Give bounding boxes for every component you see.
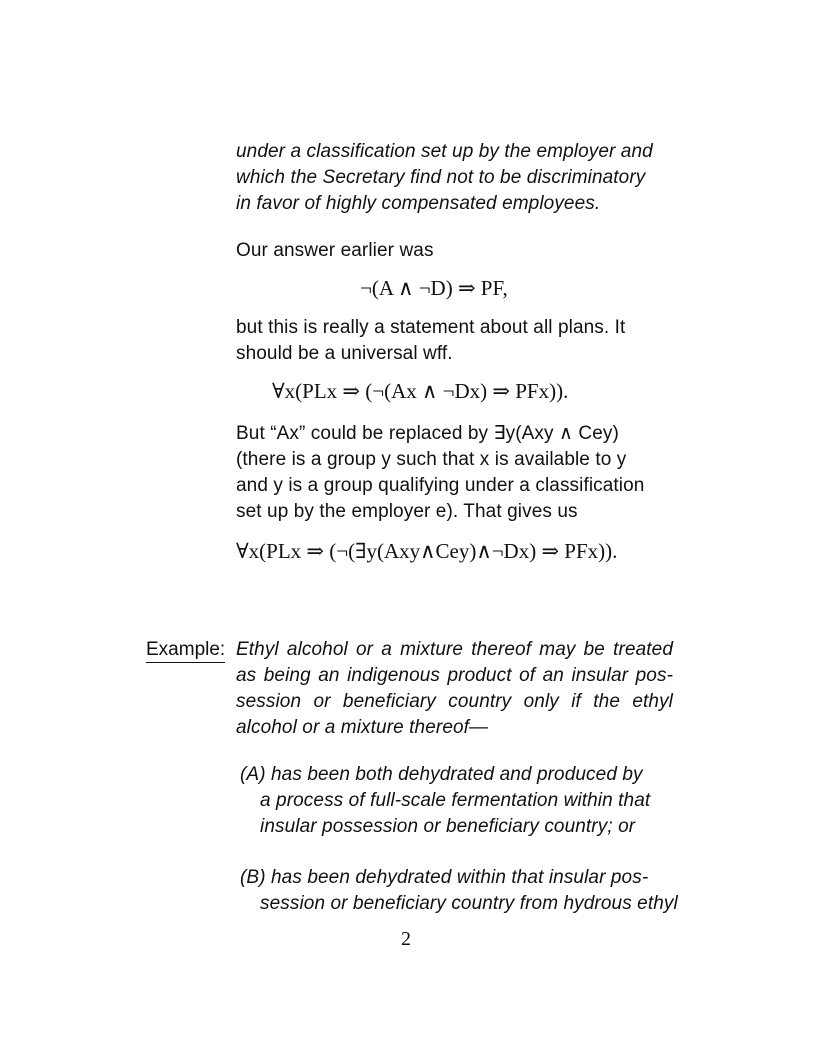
item-a-line: a process of full-scale fermentation within that [260, 790, 651, 811]
quote-line: under a classification set up by the employer and [236, 141, 653, 162]
item-b-line: session or beneficiary country from hydrous ethyl [260, 893, 678, 914]
paragraph-line: but this is really a statement about all plans. It [236, 317, 626, 338]
formula-3: ∀x(PLx ⇒ (¬(∃y(Axy∧Cey)∧¬Dx) ⇒ PFx)). [236, 539, 618, 563]
page-number: 2 [401, 928, 411, 950]
paragraph-line: (there is a group y such that x is available to y [236, 449, 627, 470]
paragraph-line: But “Ax” could be replaced by ∃y(Axy ∧ Cey) [236, 423, 619, 444]
example-label: Example: [146, 637, 225, 663]
intro-text: Our answer earlier was [236, 240, 434, 261]
example-line: Ethyl alcohol or a mixture thereof may be treated [236, 639, 673, 660]
example-line: alcohol or a mixture thereof— [236, 717, 489, 738]
example-line: as being an indigenous product of an insular pos- [236, 665, 673, 686]
paragraph-line: and y is a group qualifying under a classification [236, 475, 645, 496]
formula-2: ∀x(PLx ⇒ (¬(Ax ∧ ¬Dx) ⇒ PFx)). [272, 379, 569, 403]
quote-line: which the Secretary find not to be discriminatory [236, 167, 646, 188]
formula-1: ¬(A ∧ ¬D) ⇒ PF, [360, 276, 508, 300]
quote-line: in favor of highly compensated employees. [236, 193, 601, 214]
example-line: session or beneficiary country only if the ethyl [236, 691, 673, 712]
item-b-line: (B) has been dehydrated within that insular pos- [240, 867, 649, 888]
item-a-line: insular possession or beneficiary country; or [260, 816, 636, 837]
paragraph-line: should be a universal wff. [236, 343, 453, 364]
item-a-line: (A) has been both dehydrated and produced by [240, 764, 643, 785]
paragraph-line: set up by the employer e). That gives us [236, 501, 578, 522]
